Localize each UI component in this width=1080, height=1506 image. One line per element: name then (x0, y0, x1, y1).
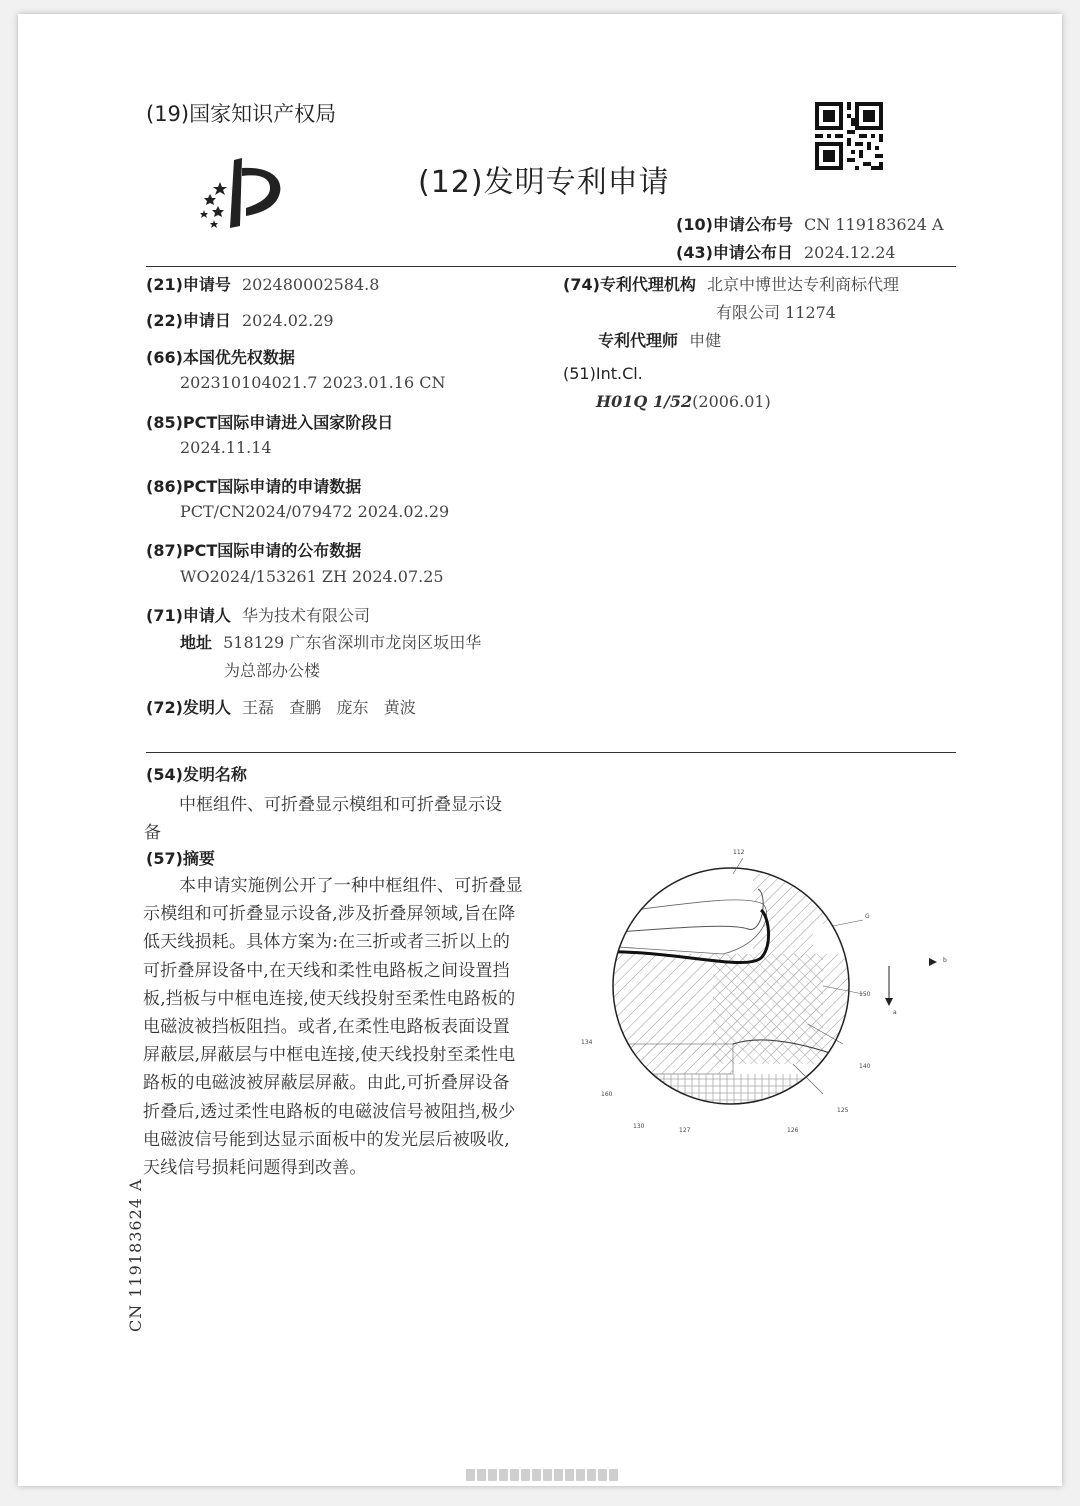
int-cl-row (596, 392, 771, 411)
application-date: 2024.02.29 (242, 311, 334, 330)
pct-entry-label: (85)PCT国际申请进入国家阶段日 (146, 413, 394, 432)
side-publication-code: CN 119183624 A (126, 1178, 145, 1332)
figure-label-8: 125 (837, 1107, 849, 1114)
int-cl-version: (2006.01) (692, 392, 771, 411)
abstract-text: 本申请实施例公开了一种中框组件、可折叠显示模组和可折叠显示设备,涉及折叠屏领域,旨在降低天线损耗。具体方案为:在三折或者三折以上的可折叠屏设备中,在天线和柔性电路板之间设置挡板,挡板与中框电连接,使天线投射至柔性电路板的电磁波被挡板阻挡。或者,在柔性电路板表面设置屏蔽层,屏蔽层与中框电连接,使天线投射至柔性电路板的电磁波被屏蔽层屏蔽。由此,可折叠屏设备折叠后,透过柔性电路板的电磁波信号被阻挡,极少电磁波信号能到达显示面板中的发光层后被吸收,天线信号损耗问题得到改善。 (143, 876, 523, 1179)
pct-application-data: PCT/CN2024/079472 2024.02.29 (180, 502, 450, 521)
inventors: 王磊 查鹏 庞东 黄波 (242, 698, 416, 717)
invention-title-line-2: 备 (144, 823, 161, 843)
agent-label: 专利代理师 (598, 331, 679, 350)
inventor-label: (72)发明人 (146, 698, 231, 717)
body-divider (146, 752, 956, 753)
pct-publication-data: WO2024/153261 ZH 2024.07.25 (180, 567, 444, 586)
figure-label-9: 130 (633, 1123, 645, 1130)
pct-entry-date: 2024.11.14 (180, 438, 272, 457)
figure-label-1: G (865, 913, 870, 920)
application-number: 202480002584.8 (242, 275, 380, 294)
application-number-label: (21)申请号 (146, 275, 231, 294)
figure-label-4: a (893, 1009, 897, 1016)
watermark-icon (466, 1466, 630, 1480)
agency-line-2: 有限公司 11274 (716, 303, 836, 322)
figure-label-0: 112 (733, 849, 745, 856)
agency-row (563, 272, 899, 295)
address-line-1: 518129 广东省深圳市龙岗区坂田华 (223, 633, 482, 652)
figure-label-10: 127 (679, 1127, 691, 1134)
figure-label-11: 126 (787, 1127, 799, 1134)
agency-label: (74)专利代理机构 (563, 275, 696, 294)
figure-label-5: 134 (581, 1039, 593, 1046)
inventor-row (146, 695, 416, 718)
application-date-row (146, 308, 334, 331)
cnipa-logo-icon (190, 154, 290, 234)
publication-date: 2024.12.24 (804, 243, 896, 262)
address-row (180, 630, 481, 653)
priority-data: 202310104021.7 2023.01.16 CN (180, 373, 446, 392)
figure-label-6: 140 (859, 1063, 871, 1070)
figure-label-3: 150 (859, 991, 871, 998)
address-line-2: 为总部办公楼 (224, 661, 321, 680)
application-number-row (146, 272, 379, 295)
publication-date-row (676, 240, 896, 263)
publication-number: CN 119183624 A (804, 215, 944, 234)
patent-drawing (573, 834, 953, 1134)
publication-number-label: (10)申请公布号 (676, 215, 793, 234)
pct-application-label: (86)PCT国际申请的申请数据 (146, 477, 362, 496)
abstract-label: (57)摘要 (146, 849, 215, 868)
publication-number-row (676, 212, 944, 235)
qr-code-icon (815, 102, 883, 170)
patent-sheet (18, 14, 1062, 1486)
figure-label-7: 160 (601, 1091, 613, 1098)
agent-row (598, 328, 721, 351)
applicant-label: (71)申请人 (146, 606, 231, 625)
priority-label: (66)本国优先权数据 (146, 348, 295, 367)
applicant: 华为技术有限公司 (242, 606, 371, 625)
document-type: (12)发明专利申请 (418, 165, 670, 200)
address-label: 地址 (180, 633, 213, 652)
pct-publication-label: (87)PCT国际申请的公布数据 (146, 541, 362, 560)
int-cl-label: (51)Int.Cl. (563, 364, 643, 383)
authority-title: (19)国家知识产权局 (146, 102, 337, 126)
publication-date-label: (43)申请公布日 (676, 243, 793, 262)
invention-title-line-1: 中框组件、可折叠显示模组和可折叠显示设 (179, 795, 502, 815)
applicant-row (146, 603, 370, 626)
header-divider (146, 266, 956, 267)
figure-label-2: b (943, 957, 947, 964)
agency-line-1: 北京中博世达专利商标代理 (707, 275, 900, 294)
agent: 申健 (689, 331, 722, 350)
int-cl-code: H01Q 1/52 (596, 392, 693, 411)
application-date-label: (22)申请日 (146, 311, 231, 330)
invention-title-label: (54)发明名称 (146, 765, 247, 784)
